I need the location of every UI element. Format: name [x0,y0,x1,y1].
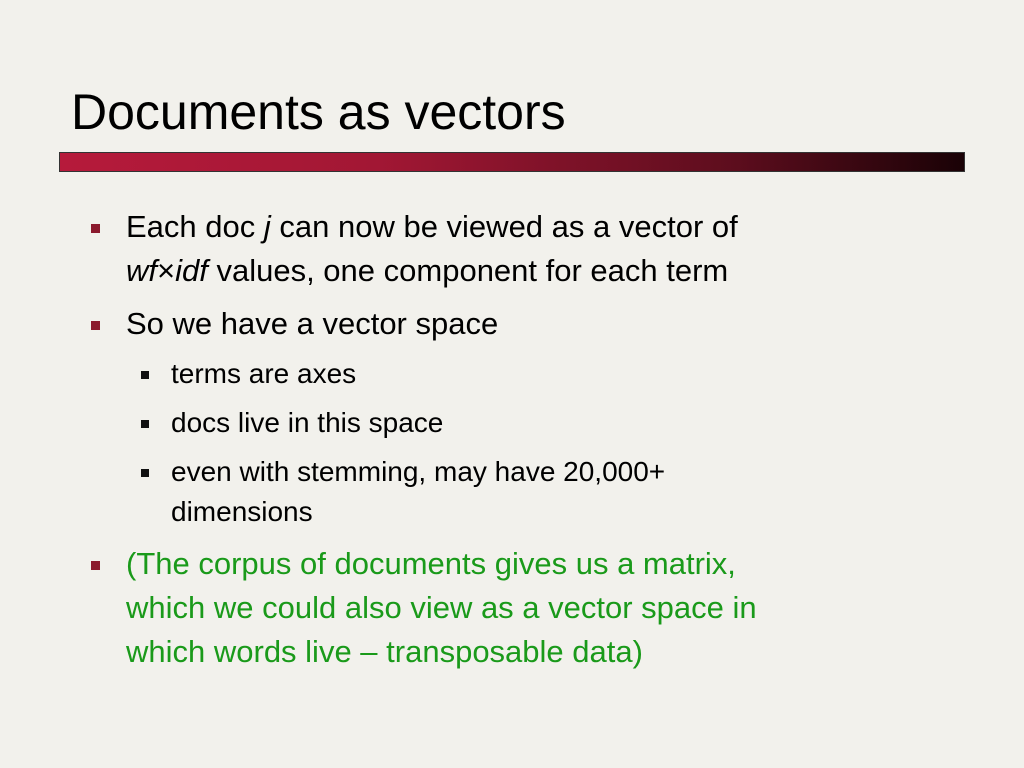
subitem-2 [0,403,1024,443]
subitem-2-text: docs live in this space [171,407,444,438]
subitem-1-text: terms are axes [171,358,357,389]
slide-title: Documents as vectors [71,84,566,140]
bullet-1-var-idf: idf [175,253,208,288]
subitem-3 [0,452,1024,532]
bullet-3-line-3: which words live – transposable data) [126,634,643,669]
bullet-1-text-c: values, one component for each term [207,253,729,288]
bullet-square-icon [91,224,100,233]
bullet-1-var-wf: wf [126,253,157,288]
bullet-1-text-b: can now be viewed as a vector of [270,209,738,244]
subitem-3-line-2: dimensions [171,496,313,527]
bullet-1-line-1 [126,205,896,249]
bullet-1-var-j: j [263,209,271,244]
title-underline-bar [59,152,965,172]
sub-bullet-square-icon [141,420,149,428]
bullet-square-icon [91,321,100,330]
subitem-1 [0,354,1024,394]
bullet-1-line-2 [126,249,896,293]
sub-bullet-square-icon [141,469,149,477]
bullet-3-line-2: which we could also view as a vector space in [126,590,757,625]
bullet-3-line-1: (The corpus of documents gives us a matrix, [126,546,736,581]
subitem-3-line-1: even with stemming, may have 20,000+ [171,456,666,487]
bullet-square-icon [91,561,100,570]
bullet-1-times-sign: × [157,253,176,288]
bullet-1-text-a: Each doc [126,209,264,244]
bullet-2-text: So we have a vector space [126,306,499,341]
sub-bullet-square-icon [141,371,149,379]
